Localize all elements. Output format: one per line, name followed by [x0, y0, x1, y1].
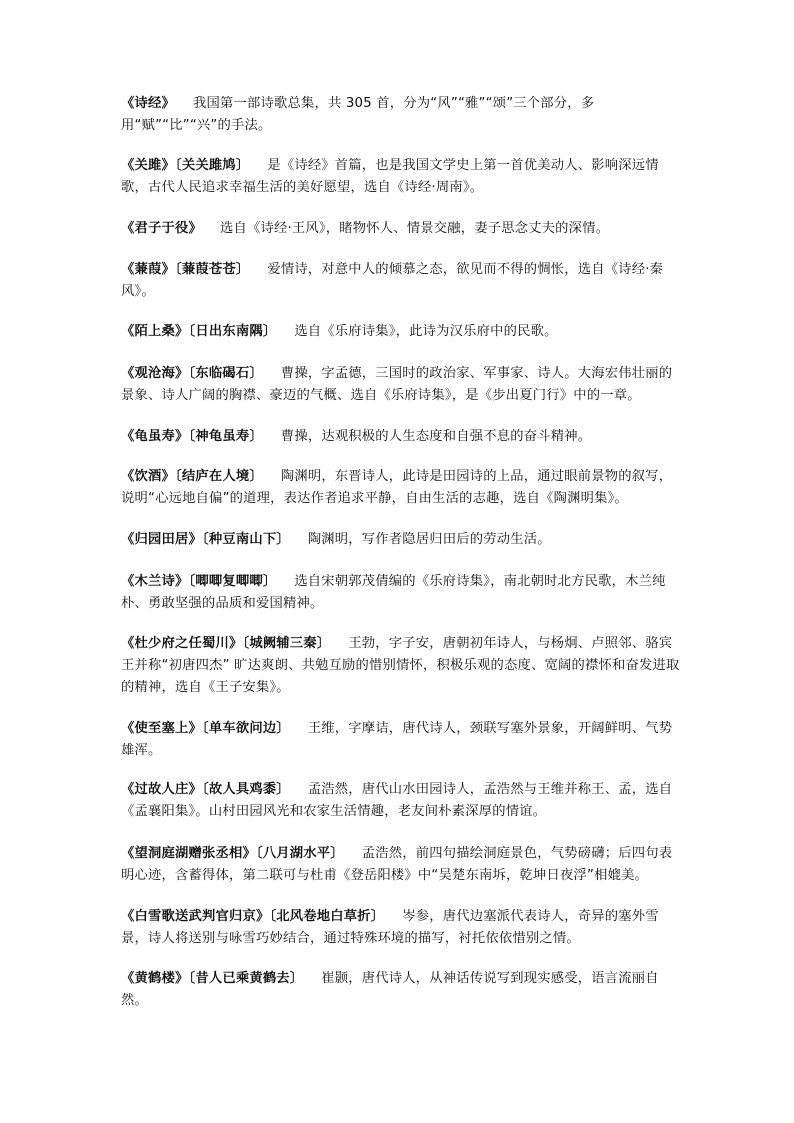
poem-entry-baixuege — [121, 906, 681, 950]
poem-description: 岑参，唐代边塞派代表诗人，奇异的塞外雪景，诗人将送别与咏雪巧妙结合，通过特殊环境的描写，衬托依依惜别之情。 — [121, 909, 659, 946]
poem-description: 曹操，字孟德，三国时的政治家、军事家、诗人。大海宏伟壮丽的景象、诗人广阔的胸襟、豪迈的气概、选自《乐府诗集》，是《步出夏门行》中的一章。 — [121, 366, 673, 403]
poem-description: 我国第一部诗歌总集，共 305 首，分为“风”“雅”“颂”三个部分，多用“赋”“比”“兴”的手法。 — [121, 96, 595, 133]
poem-description: 曹操，达观积极的人生态度和自强不息的奋斗精神。 — [280, 429, 592, 444]
poem-description: 陶渊明，东晋诗人，此诗是田园诗的上品，通过眼前景物的叙写，说明“心远地自偏”的道理，表达作者追求平静，自由生活的志趣，选自《陶渊明集》。 — [121, 469, 673, 506]
poem-entry-guisuishou — [121, 426, 681, 448]
poem-entry-yinjiu — [121, 466, 681, 510]
poem-entry-guiyuantianju — [121, 529, 681, 551]
poem-entry-mulanshi — [121, 571, 681, 615]
poem-description: 选自宋朝郭茂倩编的《乐府诗集》，南北朝时北方民歌，木兰纯朴、勇敢坚强的品质和爱国精神。 — [121, 574, 666, 611]
poem-description: 王维，字摩诘，唐代诗人，颈联写塞外景象，开阔鲜明、气势雄浑。 — [121, 721, 673, 758]
poem-title: 《关雎》〔关关雎鸠〕 — [121, 158, 250, 173]
poem-title: 《龟虽寿》〔神龟虽寿〕 — [121, 429, 263, 444]
poem-title: 《归园田居》〔种豆南山下〕 — [121, 532, 290, 547]
poem-description: 孟浩然，唐代山水田园诗人，孟浩然与王维并称王、孟，选自《孟襄阳集》。山村田园风光和农家生活情趣，老友间朴素深厚的情谊。 — [121, 782, 673, 819]
poem-description: 选自《乐府诗集》，此诗为汉乐府中的民歌。 — [294, 324, 558, 339]
poem-title: 《诗经》 — [121, 96, 175, 111]
poem-entry-guogurenzhuang — [121, 779, 681, 823]
poem-title: 《木兰诗》〔唧唧复唧唧〕 — [121, 574, 277, 589]
poem-title: 《陌上桑》〔日出东南隅〕 — [121, 324, 277, 339]
poem-description: 孟浩然，前四句描绘洞庭景色，气势磅礴；后四句表明心迹，含蓄得体，第二联可与杜甫《登岳阳楼》中“吴楚东南坼，乾坤日夜浮”相媲美。 — [121, 846, 673, 883]
poem-description: 王勃，字子安，唐朝初年诗人，与杨炯、卢照邻、骆宾王并称“初唐四杰” 旷达爽朗、共勉互励的惜别情怀，积极乐观的态度、宽阔的襟怀和奋发进取的精神，选自《王子安集》。 — [121, 636, 680, 695]
poem-title: 《蒹葭》〔蒹葭苍苍〕 — [121, 262, 250, 277]
poem-entry-junziyuyi — [121, 218, 681, 240]
poem-description: 是《诗经》首篇，也是我国文学史上第一首优美动人、影响深远情歌，古代人民追求幸福生活的美好愿望，选自《诗经·周南》。 — [121, 158, 659, 195]
poem-title: 《白雪歌送武判官归京》〔北风卷地白草折〕 — [121, 909, 385, 924]
poem-entry-shijing — [121, 93, 681, 137]
poem-description: 陶渊明，写作者隐居归田后的劳动生活。 — [307, 532, 551, 547]
poem-description: 选自《诗经·王风》，睹物怀人、情景交融，妻子思念丈夫的深情。 — [219, 221, 610, 236]
poem-description: 爱情诗，对意中人的倾慕之态，欲见而不得的惆怅，选自《诗经·秦风》。 — [121, 262, 664, 299]
poem-entry-jianjia — [121, 259, 681, 303]
poem-title: 《黄鹤楼》〔昔人已乘黄鹤去〕 — [121, 971, 304, 986]
poem-title: 《过故人庄》〔故人具鸡黍〕 — [121, 782, 290, 797]
poem-entry-huanghelou — [121, 968, 681, 1012]
poem-title: 《君子于役》 — [121, 221, 202, 236]
poem-entry-guancanghai — [121, 363, 681, 407]
poem-title: 《使至塞上》〔单车欲问边〕 — [121, 721, 290, 736]
poem-entry-guanju — [121, 155, 681, 199]
poem-title: 《饮酒》〔结庐在人境〕 — [121, 469, 263, 484]
poem-entry-dushaofu — [121, 633, 681, 699]
poem-title: 《杜少府之任蜀川》〔城阙辅三秦〕 — [121, 636, 331, 651]
poem-entry-moshangsang — [121, 321, 681, 343]
poem-entry-wangdongtinghu — [121, 843, 681, 887]
poem-title: 《望洞庭湖赠张丞相》〔八月湖水平〕 — [121, 846, 344, 861]
poem-description: 崔颢，唐代诗人，从神话传说写到现实感受，语言流丽自然。 — [121, 971, 659, 1008]
poem-title: 《观沧海》〔东临碣石〕 — [121, 366, 263, 381]
poem-entry-shizhisaishang — [121, 718, 681, 762]
